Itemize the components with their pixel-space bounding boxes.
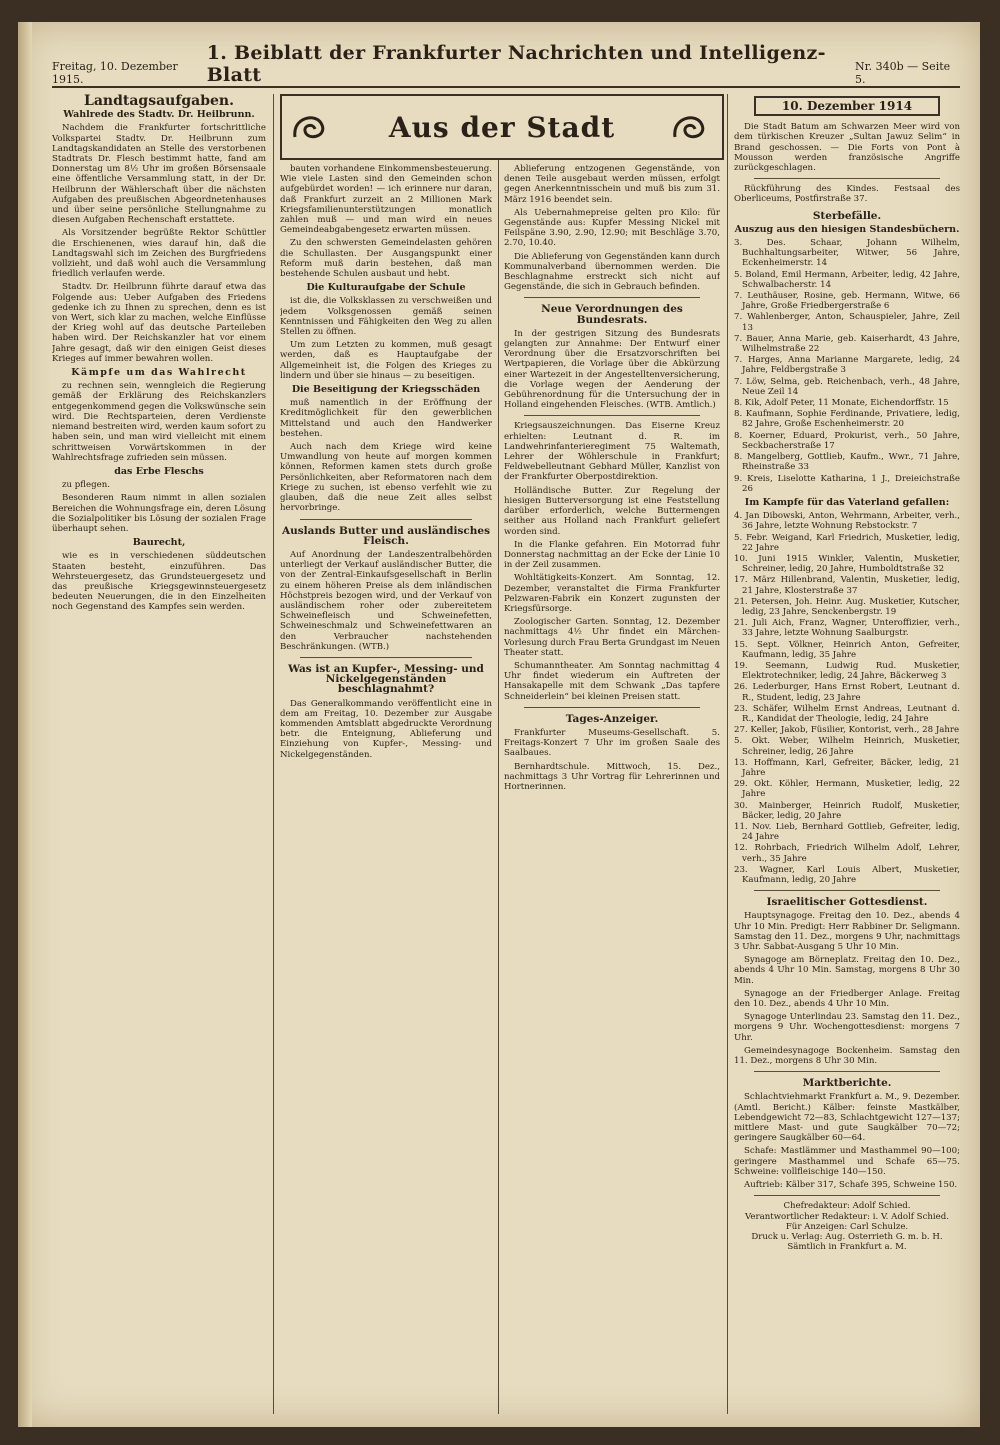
paragraph: Das Generalkommando veröffentlicht eine in dem am Freitag, 10. Dezember zur Ausgabe kommenden Amtsblatt abgedruckte Verordnung betr. die Enteignung, Ablieferung und Einziehung von Kupfer-, Messing- und Nickelgegenständen.: [280, 698, 492, 760]
binding-edge: [18, 22, 32, 1427]
paragraph: Auf Anordnung der Landeszentralbehörden unterliegt der Verkauf ausländischer Butter, die von der Zentral-Einkaufsgesellschaft in Berlin zu einem höheren Preise als dem inländischen Höchstpreis bezogen wird, und der Verkauf von ausländischem roher oder zubereitetem Schweinefleisch und Schweinefetten, Schweineschmalz und Schweinefettwaren an den Verbraucher nachstehenden Beschränkungen. (WTB.): [280, 549, 492, 652]
paragraph: Bernhardtschule. Mittwoch, 15. Dez., nachmittags 3 Uhr Vortrag für Lehrerinnen und Hortnerinnen.: [504, 761, 720, 792]
imprint-line: Für Anzeigen: Carl Schulze.: [785, 1221, 909, 1232]
divider: [524, 707, 700, 708]
section-heading: Baurecht,: [132, 537, 186, 549]
paragraph: Die Stadt Batum am Schwarzen Meer wird von dem türkischen Kreuzer „Sultan Jawuz Selim“ in Brand geschossen. — Die Forts von Pont à Mousson werden französische Angriffe zurückgeschlagen.: [734, 122, 960, 174]
list-item: 7. Bauer, Anna Marie, geb. Kaiserhardt, 43 Jahre, Wilhelmstraße 22: [734, 333, 960, 355]
imprint-line: Druck u. Verlag: Aug. Osterrieth G. m. b. H.: [751, 1231, 943, 1242]
date-box: 10. Dezember 1914: [754, 96, 940, 116]
list-item: 11. Nov. Lieb, Bernhard Gottlieb, Gefreiter, ledig, 24 Jahre: [734, 822, 960, 843]
list-item: 8. Mangelberg, Gottlieb, Kaufm., Wwr., 71 Jahre, Rheinstraße 33: [734, 452, 960, 473]
paragraph: Als Vorsitzender begrüßte Rektor Schüttler die Erschienenen, wies darauf hin, daß die Landtagswahl sich im Zeichen des Burgfriedens vollzieht, und daß wohl auch die Versammlung friedlich verlaufen werde.: [52, 228, 266, 280]
article-heading: Auslands Butter und ausländisches Fleisch.: [281, 524, 490, 547]
divider: [754, 178, 940, 179]
column-4: [734, 94, 960, 1414]
paragraph: muß namentlich in der Eröffnung der Kreditmöglichkeit für den gewerblichen Mittelstand und auch den Handwerker bestehen.: [280, 398, 492, 439]
masthead: [52, 42, 960, 88]
paragraph: Nachdem die Frankfurter fortschrittliche Volkspartei Stadtv. Dr. Heilbrunn zum Landtagskandidaten an Stelle des verstorbenen Stadtrats Dr. Flesch bestimmt hatte, fand am Donnerstag um 8½ Uhr im großen Börsensaale eine öffentliche Versammlung statt, in der Dr. Heilbrunn der Wählerschaft über die nächsten Aufgaben des preußischen Abgeordnetenhauses und über seine persönliche Stellungnahme zu diesen Aufgaben Rechenschaft erstattete.: [52, 123, 266, 226]
paragraph: zu pflegen.: [62, 480, 110, 491]
section-heading: das Erbe Fleschs: [114, 465, 204, 477]
paragraph: Um zum Letzten zu kommen, muß gesagt werden, daß es Hauptaufgabe der Allgemeinheit ist, die Folgen des Krieges zu lindern und über sie hinaus — zu beseitigen.: [280, 340, 492, 381]
list-item: 8. Kaufmann, Sophie Ferdinande, Privatiere, ledig, 82 Jahre, Große Eschenheimerstr. 20: [734, 409, 960, 430]
paragraph: Gemeindesynagoge Bockenheim. Samstag den 11. Dez., morgens 8 Uhr 30 Min.: [734, 1045, 960, 1067]
newspaper-title: 1. Beiblatt der Frankfurter Nachrichten und Intelligenz-Blatt: [206, 42, 826, 86]
paragraph: Kriegsauszeichnungen. Das Eiserne Kreuz erhielten: Leutnant d. R. im Landwehrinfanterieregiment 75 Waltemath, Lehrer der Wöhlerschule in Frankfurt; Feldwebelleutnant Gebhard Müller, Kanzlist von der Frankfurter Oberpostdirektion.: [504, 421, 720, 483]
paragraph: Schumanntheater. Am Sonntag nachmittag 4 Uhr findet wiederum ein Auftreten der Hansakapelle mit dem Schwank „Das tapfere Schneiderlein“ bei kleinen Preisen statt.: [504, 660, 720, 702]
issue-number: Nr. 340b — Seite 5.: [854, 60, 951, 86]
paragraph: Synagoge am Börneplatz. Freitag den 10. Dez., abends 4 Uhr 10 Min. Samstag, morgens 8 Uhr 30 Min.: [734, 955, 960, 986]
section-heading: Israelitischer Gottesdienst.: [766, 896, 928, 909]
list-item: 10. Juni 1915 Winkler, Valentin, Musketier, Schreiner, ledig, 20 Jahre, Humboldtstraße 32: [734, 553, 960, 575]
paragraph: Zu den schwersten Gemeindelasten gehören die Schullasten. Der Ausgangspunkt einer Reform muß darin bestehen, daß man bestehende Schulen ausbaut und hebt.: [280, 238, 492, 280]
list-item: 17. März Hillenbrand, Valentin, Musketier, ledig, 21 Jahre, Klosterstraße 37: [734, 575, 960, 596]
divider: [300, 519, 472, 520]
paragraph: In die Flanke gefahren. Ein Motorrad fuhr Donnerstag nachmittag an der Ecke der Linie 10 in der Zeil zusammen.: [504, 539, 720, 571]
section-heading: Die Kulturaufgabe der Schule: [306, 282, 466, 294]
column-3: [504, 94, 720, 1414]
section-subheading: Im Kampfe für das Vaterland gefallen:: [744, 496, 950, 508]
divider: [754, 890, 940, 891]
deaths-list: [734, 238, 960, 494]
paragraph: Ablieferung entzogenen Gegenstände, von denen Teile ausgebaut werden müssen, erfolgt gegen Anerkenntnisschein und muß bis zum 31. März 1916 beendet sein.: [504, 164, 720, 205]
section-heading: Kämpfe um das Wahlrecht: [71, 367, 247, 379]
newspaper-page: [18, 22, 980, 1427]
issue-date: Freitag, 10. Dezember 1915.: [52, 60, 178, 86]
imprint-line: Verantwortlicher Redakteur: i. V. Adolf Schied.: [744, 1211, 949, 1222]
list-item: 27. Keller, Jakob, Füsilier, Kontorist, verh., 28 Jahre: [734, 725, 960, 736]
section-subheading: Auszug aus den hiesigen Standesbüchern.: [734, 223, 960, 235]
paragraph: wie es in verschiedenen süddeutschen Staaten besteht, einzuführen. Das Wehrsteuergesetz, das Grundsteuergesetz und das preußische Kriegsgewinnsteuergesetz bedeuten Neuerungen, die in den Einzelheiten noch Gegenstand des Kampfes sein werden.: [52, 551, 266, 613]
list-item: 4. Jan Dibowski, Anton, Wehrmann, Arbeiter, verh., 36 Jahre, letzte Wohnung Rebstockstr. 7: [734, 511, 960, 532]
list-item: 3. Des. Schaar, Johann Wilhelm, Buchhaltungsarbeiter, Witwer, 56 Jahre, Eckenheimerstr. 14: [734, 238, 960, 269]
list-item: 15. Sept. Völkner, Heinrich Anton, Gefreiter, Kaufmann, ledig, 35 Jahre: [734, 639, 960, 660]
section-heading: Die Beseitigung der Kriegsschäden: [291, 384, 481, 396]
list-item: 13. Hoffmann, Karl, Gefreiter, Bäcker, ledig, 21 Jahre: [734, 757, 960, 778]
paragraph: bauten vorhandene Einkommensbesteuerung. Wie viele Lasten sind den Gemeinden schon aufgebürdet worden! — ich erinnere nur daran, daß Frankfurt zurzeit an 2 Millionen Mark Kriegsfamilienunterstützungen monatlich zahlen muß — und man wird ein neues Gemeindeabgabengesetz erwarten müssen.: [280, 164, 492, 236]
divider: [524, 415, 700, 416]
list-item: 9. Kreis, Liselotte Katharina, 1 J., Dreieichstraße 26: [734, 473, 960, 494]
section-heading: Sterbefälle.: [812, 209, 882, 222]
list-item: 5. Boland, Emil Hermann, Arbeiter, ledig, 42 Jahre, Schwalbacherstr. 14: [734, 269, 960, 290]
list-item: 7. Löw, Selma, geb. Reichenbach, verh., 48 Jahre, Neue Zeil 14: [734, 376, 960, 397]
list-item: 8. Koerner, Eduard, Prokurist, verh., 50 Jahre, Seckbacherstraße 17: [734, 430, 960, 451]
column-2: [280, 94, 492, 1414]
list-item: 23. Schäfer, Wilhelm Ernst Andreas, Leutnant d. R., Kandidat der Theologie, ledig, 24 Jahre: [734, 703, 960, 724]
paragraph: zu rechnen sein, wenngleich die Regierung gemäß der Erklärung des Reichskanzlers entgegenkommend gegen die Volkswünsche sein wird. Die Rechtsparteien, deren Verdienste niemand bestreiten wird, werden kaum sofort zu haben sein, und man wird vielleicht mit einem schrittweisen Vorwärtskommen in der Wahlrechtsfrage zufrieden sein müssen.: [52, 381, 266, 463]
column-rule: [273, 94, 274, 1414]
paragraph: Besonderen Raum nimmt in allen sozialen Bereichen die Wohnungsfrage ein, deren Lösung die Sozialpolitiker bis Lösung der sozialen Frage überhaupt sehen.: [52, 493, 266, 534]
paragraph: Synagoge Unterlindau 23. Samstag den 11. Dez., morgens 9 Uhr. Wochengottesdienst: morgens 7 Uhr.: [734, 1012, 960, 1043]
article-heading: Landtagsaufgaben.: [84, 94, 234, 109]
article-heading: Tages-Anzeiger.: [565, 712, 659, 725]
paragraph: Die Ablieferung von Gegenständen kann durch Kommunalverband übernommen werden. Die Beschlagnahme erstreckt sich nicht auf Gegenstände, die sich in Gebrauch befinden.: [504, 251, 720, 293]
list-item: 29. Okt. Köhler, Hermann, Musketier, ledig, 22 Jahre: [734, 779, 960, 800]
article-heading: Was ist an Kupfer-, Messing- und Nickelgegenständen beschlagnahmt?: [288, 662, 484, 696]
list-item: 23. Wagner, Karl Louis Albert, Musketier, Kaufmann, ledig, 20 Jahre: [734, 864, 960, 886]
column-rule: [498, 94, 499, 1414]
imprint-line: Chefredakteur: Adolf Schied.: [783, 1201, 911, 1212]
list-item: 21. Petersen, Joh. Heinr. Aug. Musketier, Kutscher, ledig, 23 Jahre, Senckenbergstr. 19: [734, 596, 960, 617]
article-heading: Neue Verordnungen des Bundesrats.: [541, 303, 683, 326]
list-item: 30. Mainberger, Heinrich Rudolf, Musketier, Bäcker, ledig, 20 Jahre: [734, 800, 960, 821]
imprint: [734, 1201, 960, 1252]
divider: [754, 1071, 940, 1072]
paragraph: Holländische Butter. Zur Regelung der hiesigen Butterversorgung ist eine Feststellung darüber erforderlich, welche Buttermengen seither aus Holland nach Frankfurt geliefert worden sind.: [504, 485, 720, 537]
column-rule: [727, 94, 728, 1414]
list-item: 21. Juli Aich, Franz, Wagner, Unteroffizier, verh., 33 Jahre, letzte Wohnung Saalburgstr.: [734, 618, 960, 639]
paragraph: Hauptsynagoge. Freitag den 10. Dez., abends 4 Uhr 10 Min. Predigt: Herr Rabbiner Dr. Seligmann. Samstag den 11. Dez., morgens 9 Uhr, nachmittags 3 Uhr. Sabbat-Ausgang 5 Uhr 10 Min.: [734, 911, 960, 953]
list-item: 8. Kik, Adolf Peter, 11 Monate, Eichendorffstr. 15: [734, 398, 949, 409]
paragraph: Stadtv. Dr. Heilbrunn führte darauf etwa das Folgende aus: Ueber Aufgaben des Friedens gedenke ich zu Ihnen zu sprechen, denn es ist von Wert, sich klar zu machen, welche Einflüsse der Krieg wohl auf das deutsche Parteileben haben wird. Der Reichskanzler hat vor einem Jahre gesagt, daß wir den einigen Geist dieses Krieges auf immer bewahren wollen.: [52, 282, 266, 364]
paragraph: Frankfurter Museums-Gesellschaft. 5. Freitags-Konzert 7 Uhr im großen Saale des Saalbaues.: [504, 727, 720, 759]
notice: Rückführung des Kindes. Festsaal des Oberliceums, Postfirstraße 37.: [734, 184, 960, 205]
list-item: 5. Febr. Weigand, Karl Friedrich, Musketier, ledig, 22 Jahre: [734, 532, 960, 553]
list-item: 12. Rohrbach, Friedrich Wilhelm Adolf, Lehrer, verh., 35 Jahre: [734, 843, 960, 864]
paragraph: Zoologischer Garten. Sonntag, 12. Dezember nachmittags 4½ Uhr findet ein Märchen-Vorlesung durch Frau Berta Grundgast im Neuen Theater statt.: [504, 617, 720, 658]
divider: [300, 657, 472, 658]
divider: [754, 1195, 940, 1196]
paragraph: ist die, die Volksklassen zu verschweißen und jedem Volksgenossen gemäß seinen Kenntnissen und Fähigkeiten den Weg zu allen Stellen zu öffnen.: [280, 296, 492, 338]
banner-title: Aus der Stadt: [388, 110, 616, 144]
imprint-line: Sämtlich in Frankfurt a. M.: [787, 1242, 907, 1253]
list-item: 7. Leuthäuser, Rosine, geb. Hermann, Witwe, 66 Jahre, Große Friedbergerstraße 6: [734, 291, 960, 312]
list-item: 5. Okt. Weber, Wilhelm Heinrich, Musketier, Schreiner, ledig, 26 Jahre: [734, 736, 960, 757]
paragraph: Wohltätigkeits-Konzert. Am Sonntag, 12. Dezember, veranstaltet die Firma Frankfurter Pelzwaren-Fabrik ein Konzert zugunsten der Kriegsfürsorge.: [504, 573, 720, 614]
article-subheading: Wahlrede des Stadtv. Dr. Heilbrunn.: [63, 109, 255, 121]
list-item: 7. Wahlenberger, Anton, Schauspieler, Jahre, Zeil 13: [734, 312, 960, 333]
section-heading: Marktberichte.: [802, 1077, 892, 1090]
list-item: 19. Seemann, Ludwig Rud. Musketier, Elektrotechniker, ledig, 24 Jahre, Bäckerweg 3: [734, 660, 960, 682]
paragraph: Als Uebernahmepreise gelten pro Kilo: für Gegenstände aus: Kupfer Messing Nickel mit Feilspäne 3.90, 2.90, 12.90; mit Beschläge 3.70, 2.70, 10.40.: [504, 207, 720, 249]
list-item: 7. Harges, Anna Marianne Margarete, ledig, 24 Jahre, Feldbergstraße 3: [734, 355, 960, 376]
column-1: [52, 94, 266, 1414]
fallen-list: [734, 511, 960, 885]
paragraph: Auftrieb: Kälber 317, Schafe 395, Schweine 150.: [744, 1180, 958, 1191]
divider: [524, 297, 700, 298]
paragraph: Schlachtviehmarkt Frankfurt a. M., 9. Dezember. (Amtl. Bericht.) Kälber: feinste Mastkälber, Lebendgewicht 72—83, Schlachtgewicht 127—137; mittlere Mast- und gute Saugkälber 70—72; geringere Saugkälber 60—64.: [734, 1092, 960, 1144]
paragraph: Synagoge an der Friedberger Anlage. Freitag den 10. Dez., abends 4 Uhr 10 Min.: [734, 988, 960, 1010]
list-item: 26. Lederburger, Hans Ernst Robert, Leutnant d. R., Student, ledig, 23 Jahre: [734, 682, 960, 703]
paragraph: Auch nach dem Kriege wird keine Umwandlung von heute auf morgen kommen können, Reformen kamen stets durch große Persönlichkeiten, aber Reformatoren nach dem Kriege zu suchen, ist ebenso verfehlt wie zu glauben, daß die neue Zeit alles selbst hervorbringe.: [280, 442, 492, 514]
paragraph: Schafe: Mastlämmer und Masthammel 90—100; geringere Masthammel und Schafe 65—75. Schweine: vollfleischige 140—150.: [734, 1146, 960, 1177]
paragraph: In der gestrigen Sitzung des Bundesrats gelangten zur Annahme: Der Entwurf einer Verordnung über die Ersatzvorschriften bei Wertpapieren, die Vorlage über die Abkürzung einer Wartezeit in der Angestelltenversicherung, die Vorlage wegen der Aenderung der Gebührenordnung für die Untersuchung der in Holland eingehenden Fleisches. (WTB. Amtlich.): [504, 328, 720, 411]
